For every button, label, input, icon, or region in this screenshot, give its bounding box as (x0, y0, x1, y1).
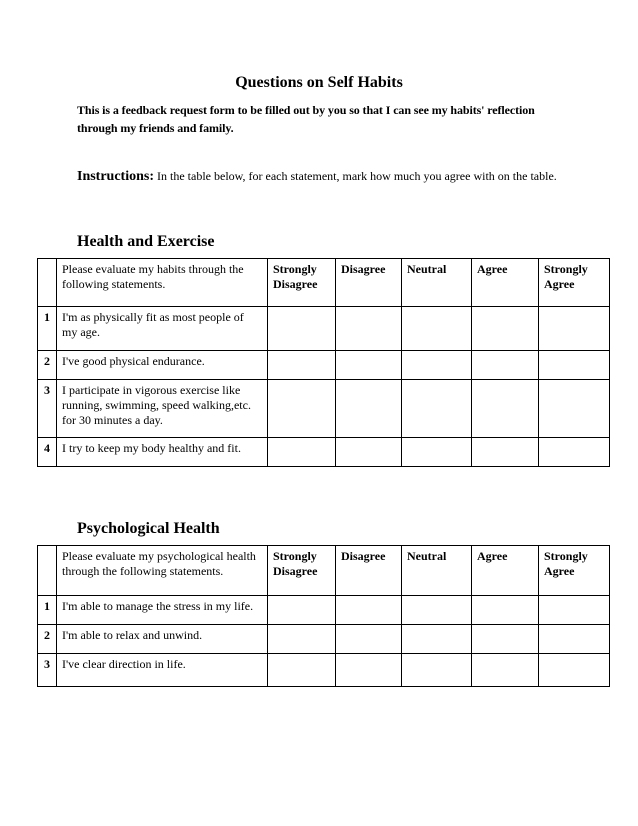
section-title-psychological-health: Psychological Health (77, 520, 220, 537)
instructions (77, 166, 567, 187)
page-title: Questions on Self Habits (235, 74, 403, 91)
intro-text: This is a feedback request form to be filled out by you so that I can see my habits' reflection through my friends and family. (77, 103, 535, 135)
col-strongly-disagree: Strongly Disagree (268, 546, 336, 596)
table-row (38, 307, 610, 351)
table-row (38, 438, 610, 467)
table-row (38, 625, 610, 654)
rating-cell-strongly-agree[interactable] (539, 307, 610, 351)
statement-text: I try to keep my body healthy and fit. (57, 438, 268, 467)
rating-cell-strongly-disagree[interactable] (268, 438, 336, 467)
statement-text: I'm as physically fit as most people of my age. (57, 307, 268, 351)
rating-cell-strongly-agree[interactable] (539, 380, 610, 438)
rating-cell-strongly-disagree[interactable] (268, 307, 336, 351)
row-number: 1 (38, 596, 57, 625)
row-number: 3 (38, 380, 57, 438)
rating-cell-agree[interactable] (472, 438, 539, 467)
rating-cell-neutral[interactable] (402, 380, 472, 438)
rating-cell-agree[interactable] (472, 654, 539, 687)
instructions-label: Instructions: (77, 169, 155, 184)
rating-cell-strongly-disagree[interactable] (268, 596, 336, 625)
rating-cell-agree[interactable] (472, 351, 539, 380)
rating-cell-neutral[interactable] (402, 438, 472, 467)
section-title-health-exercise: Health and Exercise (77, 233, 215, 250)
col-strongly-agree: Strongly Agree (539, 259, 610, 307)
rating-cell-strongly-agree[interactable] (539, 438, 610, 467)
rating-cell-neutral[interactable] (402, 351, 472, 380)
rating-cell-disagree[interactable] (336, 380, 402, 438)
rating-cell-strongly-disagree[interactable] (268, 351, 336, 380)
rating-cell-strongly-disagree[interactable] (268, 380, 336, 438)
rating-cell-strongly-agree[interactable] (539, 351, 610, 380)
statement-header: Please evaluate my psychological health through the following statements. (57, 546, 268, 596)
rating-cell-neutral[interactable] (402, 654, 472, 687)
rating-cell-agree[interactable] (472, 380, 539, 438)
rating-cell-disagree[interactable] (336, 438, 402, 467)
rating-cell-neutral[interactable] (402, 596, 472, 625)
table-row (38, 654, 610, 687)
instructions-text: In the table below, for each statement, mark how much you agree with on the table. (154, 169, 557, 183)
rating-cell-disagree[interactable] (336, 351, 402, 380)
rating-cell-agree[interactable] (472, 307, 539, 351)
statement-text: I'm able to manage the stress in my life. (57, 596, 268, 625)
rating-cell-disagree[interactable] (336, 596, 402, 625)
rating-cell-strongly-disagree[interactable] (268, 654, 336, 687)
rating-cell-disagree[interactable] (336, 654, 402, 687)
col-agree: Agree (472, 546, 539, 596)
header-num-cell (38, 546, 57, 596)
statement-header: Please evaluate my habits through the following statements. (57, 259, 268, 307)
psychological-health-table (37, 545, 610, 687)
table-header-row (38, 259, 610, 307)
rating-cell-disagree[interactable] (336, 625, 402, 654)
rating-cell-agree[interactable] (472, 596, 539, 625)
col-neutral: Neutral (402, 259, 472, 307)
statement-text: I participate in vigorous exercise like running, swimming, speed walking,etc. for 30 minutes a day. (57, 380, 268, 438)
col-strongly-disagree: Strongly Disagree (268, 259, 336, 307)
table-row (38, 351, 610, 380)
row-number: 3 (38, 654, 57, 687)
rating-cell-strongly-agree[interactable] (539, 654, 610, 687)
col-disagree: Disagree (336, 546, 402, 596)
statement-text: I've clear direction in life. (57, 654, 268, 687)
rating-cell-neutral[interactable] (402, 307, 472, 351)
rating-cell-disagree[interactable] (336, 307, 402, 351)
row-number: 2 (38, 625, 57, 654)
rating-cell-strongly-agree[interactable] (539, 596, 610, 625)
rating-cell-neutral[interactable] (402, 625, 472, 654)
rating-cell-agree[interactable] (472, 625, 539, 654)
header-num-cell (38, 259, 57, 307)
table-row (38, 596, 610, 625)
col-neutral: Neutral (402, 546, 472, 596)
row-number: 1 (38, 307, 57, 351)
statement-text: I've good physical endurance. (57, 351, 268, 380)
row-number: 2 (38, 351, 57, 380)
col-agree: Agree (472, 259, 539, 307)
table-header-row (38, 546, 610, 596)
rating-cell-strongly-agree[interactable] (539, 625, 610, 654)
health-exercise-table (37, 258, 610, 467)
rating-cell-strongly-disagree[interactable] (268, 625, 336, 654)
col-disagree: Disagree (336, 259, 402, 307)
table-row (38, 380, 610, 438)
col-strongly-agree: Strongly Agree (539, 546, 610, 596)
statement-text: I'm able to relax and unwind. (57, 625, 268, 654)
row-number: 4 (38, 438, 57, 467)
